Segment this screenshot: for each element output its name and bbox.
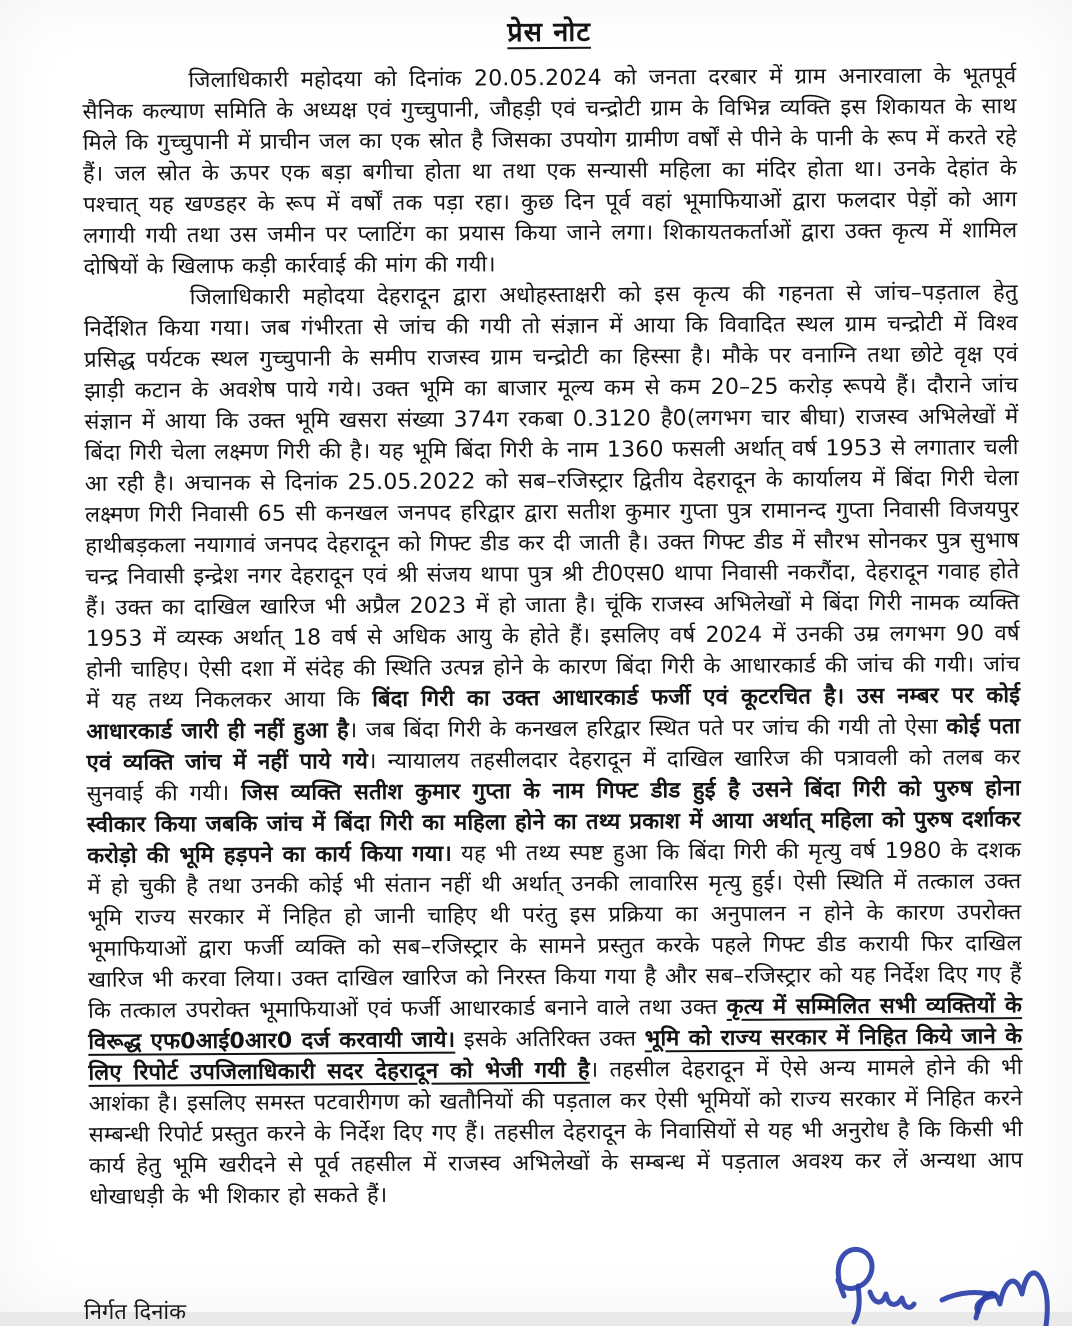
- document-content: [82, 9, 1023, 1213]
- paragraph-text: जिलाधिकारी महोदया देहरादून द्वारा अधोहस्ताक्षरी को इस कृत्य की गहनता से जांच–पड़ताल हेतु निर्देशित किया गया। जब गंभीरता से जांच की गयी तो संज्ञान में आया कि विवादित स्थल ग्राम चन्द्रोटी में विश्व प्रसिद्ध पर्यटक स्थल गुच्चुपानी के समीप राजस्व ग्राम चन्द्रोटी का हिस्सा है। मौके पर वनाग्नि तथा छोटे वृक्ष एवं झाड़ी कटान के अवशेष पाये गये। उक्त भूमि का बाजार मूल्य कम से कम 20–25 करोड़ रूपये हैं। दौराने जांच संज्ञान में आया कि उक्त भूमि खसरा संख्या 374ग रकबा 0.3120 है0(लगभग चार बीघा) राजस्व अभिलेखों में बिंदा गिरी चेला लक्ष्मण गिरी की है। यह भूमि बिंदा गिरी के नाम 1360 फसली अर्थात् वर्ष 1953 से लगातार चली आ रही है। अचानक से दिनांक 25.05.2022 को सब–रजिस्ट्रार द्वितीय देहरादून के कार्यालय में बिंदा गिरी चेला लक्ष्मण गिरी निवासी 65 सी कनखल जनपद हरिद्वार द्वारा सतीश कुमार गुप्ता पुत्र रामानन्द गुप्ता निवासी विजयपुर हाथीबड़कला नयागावं जनपद देहरादून को गिफ्ट डीड कर दी जाती है। उक्त गिफ्ट डीड में सौरभ सोनकर पुत्र सुभाष चन्द्र निवासी इन्द्रेश नगर देहरादून एवं श्री संजय थापा पुत्र श्री टी0एस0 थापा निवासी नकरौंदा, देहरादून गवाह होते हैं। उक्त का दाखिल खारिज भी अप्रैल 2023 में हो जाता है। चूंकि राजस्व अभिलेखों मे बिंदा गिरी नामक व्यक्ति 1953 में व्यस्क अर्थात् 18 वर्ष से अधिक आयु के होते हैं। इसलिए वर्ष 2024 में उनकी उम्र लगभग 90 वर्ष होनी चाहिए। ऐसी दशा में संदेह की स्थिति उत्पन्न होने के कारण बिंदा गिरी के आधारकार्ड की जांच की गयी। जांच में यह तथ्य निकलकर आया कि: [83, 280, 1021, 714]
- paragraph-text-bold: बिंदा गिरी का उक्त आधारकार्ड फर्जी एवं कूटरचित है। उस नम्बर पर कोई आधारकार्ड जारी ही नहीं हुआ है: [86, 683, 1021, 745]
- paragraph-text: । तहसील देहरादून में ऐसे अन्य मामले होने की भी आशंका है। इसलिए समस्त पटवारीगण को खतौनियों की पड़ताल कर ऐसी भूमियों को राज्य सरकार में निहित करने सम्बन्धी रिपोर्ट प्रस्तुत करने के निर्देश दिए गए हैं। तहसील देहरादून के निवासियों से यह भी अनुरोध है कि किसी भी कार्य हेतु भूमि खरीदने से पूर्व तहसील में राजस्व अभिलेखों के सम्बन्ध में पड़ताल अवश्य कर लें अन्यथा आप धोखाधड़ी के भी शिकार हो सकते हैं।: [88, 1055, 1024, 1210]
- document-title: [82, 9, 1016, 52]
- paragraph-text: । जब बिंदा गिरी के कनखल हरिद्वार स्थित पते पर जांच की गयी तो ऐसा: [348, 714, 947, 744]
- paragraph-text: यह भी तथ्य स्पष्ट हुआ कि बिंदा गिरी की मृत्यु वर्ष 1980 के दशक में हो चुकी है तथा उनकी कोई भी संतान नहीं थी अर्थात् उनकी लावारिस मृत्यु हुई। ऐसी स्थिति में तत्काल उक्त भूमि राज्य सरकार में निहित हो जानी चाहिए थी परंतु इस प्रक्रिया का अनुपालन न होने के कारण उपरोक्त भूमाफियाओं द्वारा फर्जी व्यक्ति को सब–रजिस्ट्रार के सामने प्रस्तुत करके पहले गिफ्ट डीड करायी फिर दाखिल खारिज भी करवा लिया। उक्त दाखिल खारिज को निरस्त किया गया है और सब–रजिस्ट्रार को यह निर्देश दिए गए हैं कि तत्काल उपरोक्त भूमाफियाओं एवं फर्जी आधारकार्ड बनाने वाले तथा उक्त: [87, 838, 1022, 1024]
- paragraph-text: । न्यायालय तहसीलदार देहरादून में दाखिल खारिज की पत्रावली को तलब कर सुनवाई की गयी।: [86, 745, 1021, 807]
- document-title-text: प्रेस नोट: [507, 16, 592, 49]
- paragraph-text-bold: जिस व्यक्ति सतीश कुमार गुप्ता के नाम गिफ्ट डीड हुई है उसने बिंदा गिरी को पुरुष होना स्वीकार किया जबकि जांच में बिंदा गिरी का महिला होने का तथ्य प्रकाश में आया अर्थात् महिला को पुरुष दर्शाकर करोड़ो की भूमि हड़पने का कार्य किया गया।: [86, 776, 1022, 869]
- paragraph: [84, 277, 1024, 1213]
- paragraph-text: इसके अतिरिक्त उक्त: [455, 1026, 645, 1053]
- footer-partial-text: निर्गत दिनांक: [84, 1300, 187, 1325]
- paragraph: [82, 60, 1017, 283]
- paragraph-text-bold: कोई पता एवं व्यक्ति जांच में नहीं पाये गये: [86, 714, 1021, 776]
- paragraph-text-bold-underlined: कृत्य में सम्मिलित सभी व्यक्तियों के विरूद्ध एफ0आई0आर0 दर्ज करवायी जाये।: [88, 993, 1023, 1055]
- signature-ink-icon: [800, 1234, 1072, 1320]
- document-body: [82, 60, 1023, 1213]
- paragraph-text: जिलाधिकारी महोदया को दिनांक 20.05.2024 को जनता दरबार में ग्राम अनारवाला के भूतपूर्व सैनिक कल्याण समिति के अध्यक्ष एवं गुच्चुपानी, जौहड़ी एवं चन्द्रोटी ग्राम के विभिन्न व्यक्ति इस शिकायत के साथ मिले कि गुच्चुपानी में प्राचीन जल का एक स्रोत है जिसका उपयोग ग्रामीण वर्षों से पीने के पानी के रूप में करते रहे हैं। जल स्रोत के ऊपर एक बड़ा बगीचा होता था तथा एक सन्यासी महिला का मंदिर होता था। उनके देहांत के पश्चात् यह खण्डहर के रूप में वर्षों तक पड़ा रहा। कुछ दिन पूर्व वहां भूमाफियाओं द्वारा फलदार पेड़ों को आग लगायी गयी तथा उस जमीन पर प्लाटिंग का प्रयास किया जाने लगा। शिकायतकर्ताओं द्वारा उक्त कृत्य में शामिल दोषियों के खिलाफ कड़ी कार्रवाई की मांग की गयी।: [82, 63, 1018, 280]
- paragraph-text-bold-underlined: भूमि को राज्य सरकार में निहित किये जाने के लिए रिपोर्ट उपजिलाधिकारी सदर देहरादून को भेजी गयी है: [88, 1024, 1023, 1086]
